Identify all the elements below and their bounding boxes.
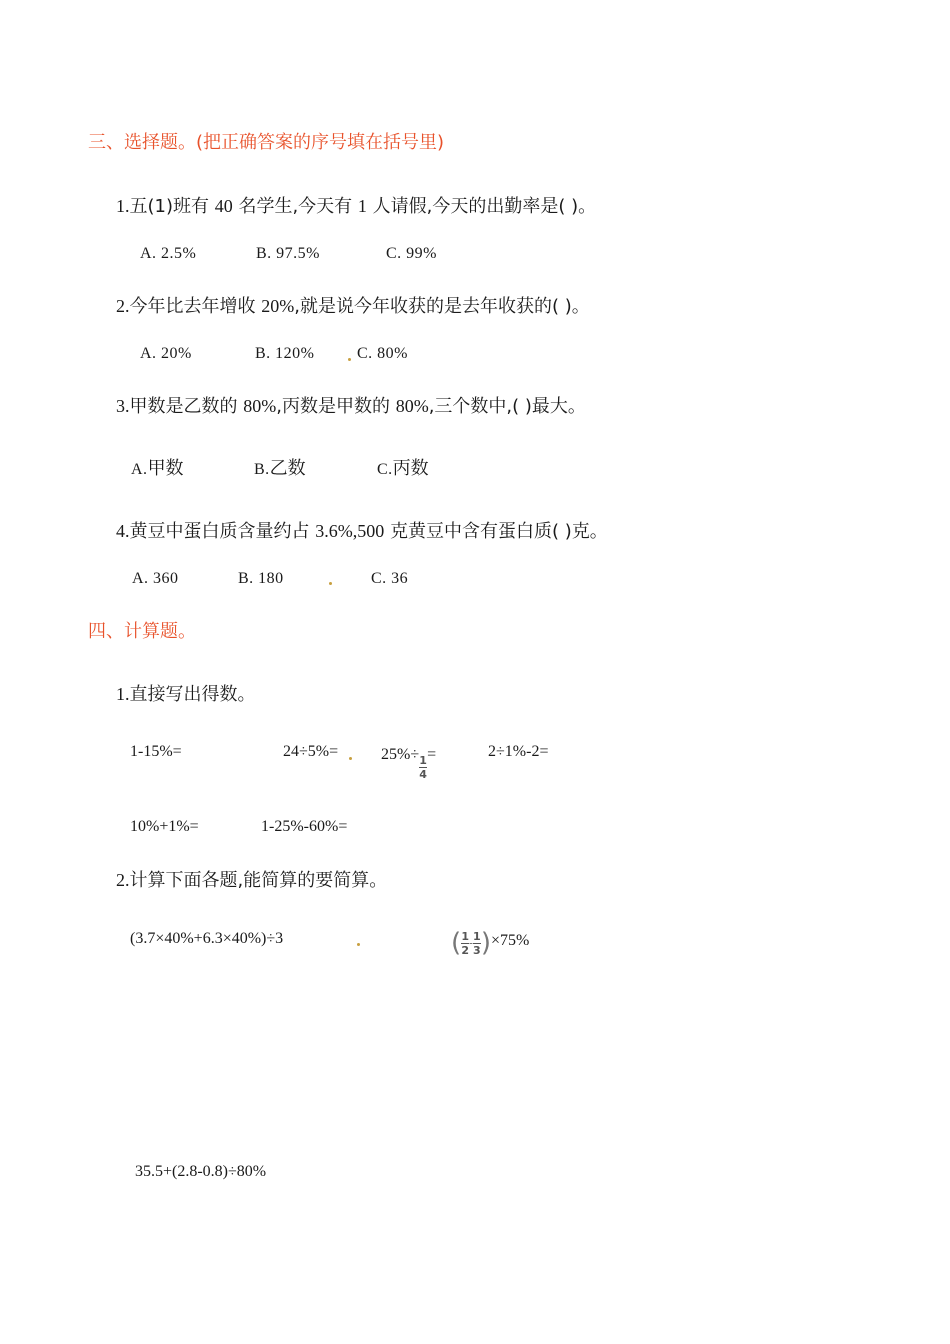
question-text: ,三个数中,( )最大。 [428,396,586,417]
numerator: 1 [419,754,427,767]
option-text: 丙数 [392,458,429,479]
denominator: 2 [461,943,469,957]
stray-dot [357,943,360,946]
question-number: 2. [116,870,130,890]
question-text: 五(1)班有 [129,196,215,217]
minus-sign: - [469,937,473,949]
denominator: 4 [419,768,427,781]
numerator: 1 [473,929,481,943]
calc-1-heading [116,680,256,706]
question-number: 4. [116,521,130,541]
question-text: ,丙数是甲数的 [276,396,396,417]
section-title-choice: 三、选择题。(把正确答案的序号填在括号里) [88,132,445,153]
option-b: B. 180 [238,570,284,587]
expr-3 [381,743,437,781]
question-value: 1 [357,196,367,216]
question-3 [116,392,586,418]
option-b: B. 97.5% [256,245,320,262]
denominator: 3 [473,943,481,957]
option-a [131,454,184,480]
stray-dot [348,358,351,361]
section-title-calc: 四、计算题。 [88,621,196,642]
question-text: 今年比去年增收 [129,296,262,317]
question-number: 3. [116,396,130,416]
question-4 [116,517,608,543]
question-value: 20% [261,296,295,316]
option-a: A. 360 [132,570,179,587]
question-number: 1. [116,196,130,216]
question-text: 人请假,今天的出勤率是( )。 [366,196,597,217]
expr-1: 1-15%= [130,743,182,760]
question-number: 2. [116,296,130,316]
stray-dot [349,757,352,760]
expr-4: 2÷1%-2= [488,743,549,760]
close-paren: ) [480,928,491,958]
option-c: C. 80% [357,345,408,362]
option-letter: B. [254,461,270,478]
question-text: 名学生,今天有 [232,196,358,217]
fraction [473,931,481,956]
question-value: 40 [214,196,233,216]
question-text: ,就是说今年收获的是去年收获的( )。 [294,296,590,317]
option-a: A. 20% [140,345,192,362]
question-text: 甲数是乙数的 [129,396,244,417]
expr-5: 10%+1%= [130,818,199,835]
option-b [254,454,306,480]
question-1 [116,192,596,218]
question-value: 80% [243,396,277,416]
option-c: C. 36 [371,570,409,587]
option-letter: C. [377,461,393,478]
question-number: 1. [116,684,130,704]
option-a: A. 2.5% [140,245,197,262]
calc-2-heading [116,866,387,892]
question-text: 克黄豆中含有蛋白质( )克。 [384,521,608,542]
expr-text: 25%÷ [381,746,420,764]
question-text: 黄豆中蛋白质含量约占 [129,521,316,542]
expr-7: (3.7×40%+6.3×40%)÷3 [130,930,284,947]
expr-2: 24÷5%= [283,743,339,760]
question-text: 直接写出得数。 [129,684,256,705]
option-letter: A. [131,461,148,478]
option-text: 甲数 [147,458,184,479]
stray-dot [329,582,332,585]
option-c [377,454,429,480]
expr-9: 35.5+(2.8-0.8)÷80% [135,1163,267,1180]
numerator: 1 [461,929,469,943]
open-paren: ( [451,928,462,958]
expr-8 [451,930,529,956]
question-2 [116,292,590,318]
fraction [419,755,427,780]
option-c: C. 99% [386,245,437,262]
expr-text: = [427,746,437,764]
option-b: B. 120% [255,345,315,362]
question-value: 80% [395,396,429,416]
option-text: 乙数 [269,458,306,479]
question-value: 3.6%,500 [315,521,385,541]
expr-text: ×75% [490,932,530,949]
fraction [461,931,469,956]
question-text: 计算下面各题,能简算的要简算。 [129,870,388,891]
expr-6: 1-25%-60%= [261,818,348,835]
